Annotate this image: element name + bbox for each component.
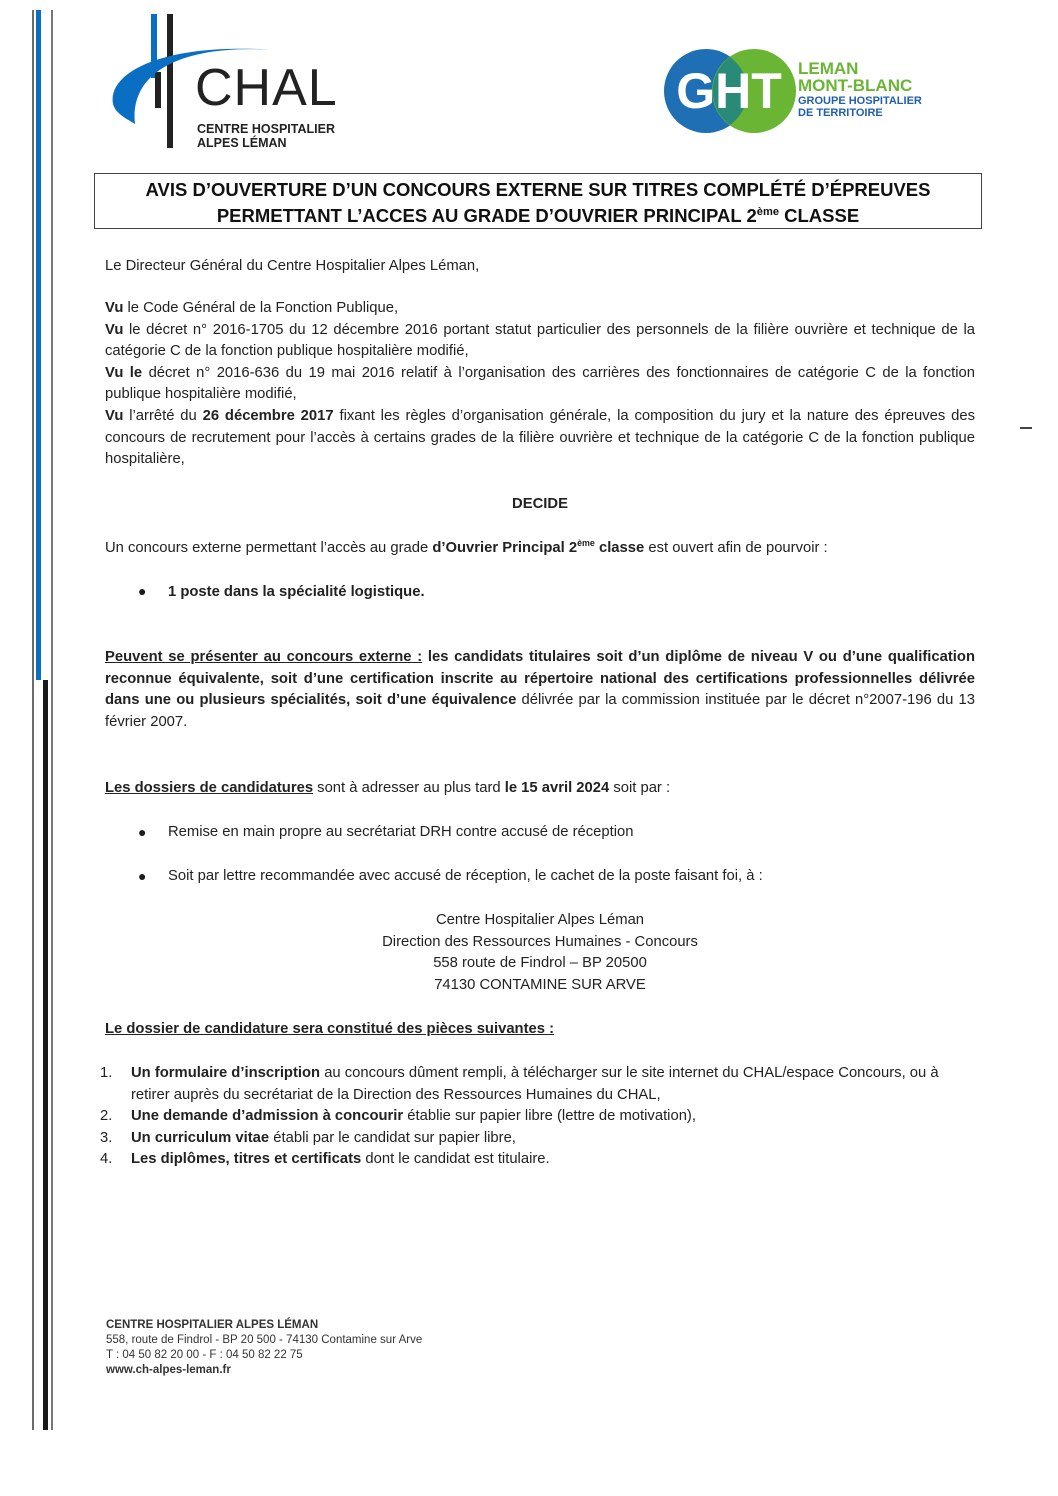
title-superscript: ème (756, 205, 779, 218)
item-text: au concours dûment rempli, à télécharger sur le site internet du CHAL/espace Concours, ou à retirer auprès du secrétariat de la Direction des Ressources Humaines du CHAL, (131, 1065, 939, 1103)
eligibility-conditions: les candidats titulaires soit d’un diplôme de niveau V ou d’une qualification reconnue équivalente, soit d’une certification inscrite au répertoire national des certifications professionnelles délivrée dans une ou plusieurs spécialités, soit d’une équivalence (105, 649, 975, 709)
bullet-icon: ● (138, 868, 147, 884)
deadline-sentence (105, 778, 670, 800)
chal-subtitle (197, 122, 335, 150)
dossier-item (100, 1063, 980, 1106)
ght-line2: MONT-BLANC (798, 76, 913, 95)
dossier-label: Le dossier de candidature sera constitué des pièces suivantes : (105, 1021, 555, 1037)
margin-bar-gray-2 (51, 10, 53, 1430)
grade-class: classe (594, 540, 645, 556)
considerant-text: le Code Général de la Fonction Publique, (123, 300, 399, 316)
eligibility-text: délivrée par la commission instituée par le décret n°2007-196 du 13 février 2007. (105, 692, 975, 730)
considerants (105, 298, 975, 471)
post-item: 1 poste dans la spécialité logistique. (168, 584, 425, 600)
title-line2 (95, 203, 981, 229)
considerant-date: 26 décembre 2017 (202, 407, 334, 424)
opening-end: est ouvert afin de pourvoir : (644, 540, 828, 556)
item-text: établi par le candidat sur papier libre, (269, 1129, 516, 1146)
considerant-text: le décret n° 2016-1705 du 12 décembre 2016 portant statut particulier des personnels de la filière ouvrière et technique de la catégorie C de la fonction publique hospitalière modifié, (105, 321, 975, 360)
decide-heading: DECIDE (512, 496, 568, 512)
item-number: 3. (100, 1129, 113, 1146)
ght-letters: GHT (676, 63, 782, 119)
document-title (94, 173, 982, 229)
ght-line4: DE TERRITOIRE (798, 107, 883, 119)
title-line2-text: PERMETTANT L’ACCES AU GRADE D’OUVRIER PRINCIPAL 2 (216, 205, 757, 226)
item-text: établie sur papier libre (lettre de motivation), (403, 1108, 696, 1125)
footer-org: CENTRE HOSPITALIER ALPES LÉMAN (106, 1319, 319, 1331)
ght-line1: LEMAN (798, 59, 859, 78)
item-number: 4. (100, 1151, 113, 1168)
chal-subtitle-line1: CENTRE HOSPITALIER (197, 122, 335, 136)
bullet-icon: ● (138, 824, 147, 840)
vu-label: Vu le (105, 364, 143, 381)
grade-superscript: ème (577, 538, 595, 549)
footer-website[interactable]: www.ch-alpes-leman.fr (106, 1364, 231, 1376)
item-title: Une demande d’admission à concourir (131, 1108, 404, 1125)
title-line1: AVIS D’OUVERTURE D’UN CONCOURS EXTERNE SUR TITRES COMPLÉTÉ D’ÉPREUVES (145, 179, 931, 200)
eligibility-paragraph (105, 647, 975, 733)
considerant-2 (105, 320, 975, 363)
vu-label: Vu (105, 407, 124, 424)
ght-line3: GROUPE HOSPITALIER (798, 95, 922, 107)
scan-mark (1020, 427, 1032, 429)
considerant-text: fixant les règles d’organisation générale, la composition du jury et la nature des épreuves des concours de recrutement pour l’accès à certains grades de la filière ouvrière et technique de la catégorie C de la fonction publique hospitalière, (105, 407, 975, 468)
dossier-item (100, 1106, 980, 1128)
considerant-4 (105, 406, 975, 471)
ght-logo-circles-icon (662, 48, 797, 134)
dossier-heading (105, 1019, 554, 1041)
footer-phone: T : 04 50 82 20 00 - F : 04 50 82 22 75 (106, 1349, 303, 1361)
item-title: Un formulaire d’inscription (131, 1065, 321, 1081)
address-line: Direction des Ressources Humaines - Concours (382, 933, 698, 950)
item-number: 2. (100, 1108, 113, 1125)
intro-line: Le Directeur Général du Centre Hospitalier Alpes Léman, (105, 258, 480, 274)
deadline-date: le 15 avril 2024 (504, 780, 610, 796)
postal-address (340, 910, 740, 996)
dossier-list (100, 1063, 980, 1171)
chal-subtitle-line2: ALPES LÉMAN (197, 136, 287, 150)
title-line2-end: CLASSE (779, 205, 860, 226)
address-line: 74130 CONTAMINE SUR ARVE (434, 976, 646, 993)
opening-sentence (105, 538, 828, 560)
item-number: 1. (100, 1065, 113, 1081)
address-line: Centre Hospitalier Alpes Léman (435, 912, 645, 928)
footer (106, 1318, 422, 1378)
address-line: 558 route de Findrol – BP 20500 (433, 955, 647, 972)
considerant-text: l’arrêté du (123, 407, 203, 424)
opening-text: Un concours externe permettant l’accès au grade (105, 540, 433, 556)
vu-label: Vu (105, 300, 124, 316)
grade-name: d’Ouvrier Principal 2 (432, 540, 578, 556)
item-title: Un curriculum vitae (131, 1129, 270, 1146)
considerant-1 (105, 298, 975, 320)
bullet-icon: ● (138, 583, 147, 599)
delivery-method: Soit par lettre recommandée avec accusé de réception, le cachet de la poste faisant foi, à : (168, 868, 763, 884)
dossier-item (100, 1149, 980, 1171)
eligibility-label: Peuvent se présenter au concours externe : (105, 649, 423, 665)
deadline-label: Les dossiers de candidatures (105, 780, 314, 796)
dossier-item (100, 1128, 980, 1150)
deadline-end: soit par : (609, 780, 671, 796)
vu-label: Vu (105, 321, 124, 338)
item-text: dont le candidat est titulaire. (361, 1151, 550, 1168)
deadline-text: sont à adresser au plus tard (313, 780, 505, 796)
item-title: Les diplômes, titres et certificats (131, 1151, 362, 1168)
footer-address: 558, route de Findrol - BP 20 500 - 74130 Contamine sur Arve (106, 1334, 423, 1346)
delivery-method: Remise en main propre au secrétariat DRH contre accusé de réception (168, 824, 634, 840)
considerant-text: décret n° 2016-636 du 19 mai 2016 relatif à l’organisation des carrières des fonctionnaires de catégorie C de la fonction publique hospitalière modifié, (105, 364, 975, 403)
considerant-3 (105, 363, 975, 406)
margin-bar-gray (32, 10, 34, 1430)
margin-bar-blue (36, 10, 41, 680)
margin-bar-black (43, 680, 48, 1430)
chal-wordmark: CHAL (195, 59, 338, 117)
